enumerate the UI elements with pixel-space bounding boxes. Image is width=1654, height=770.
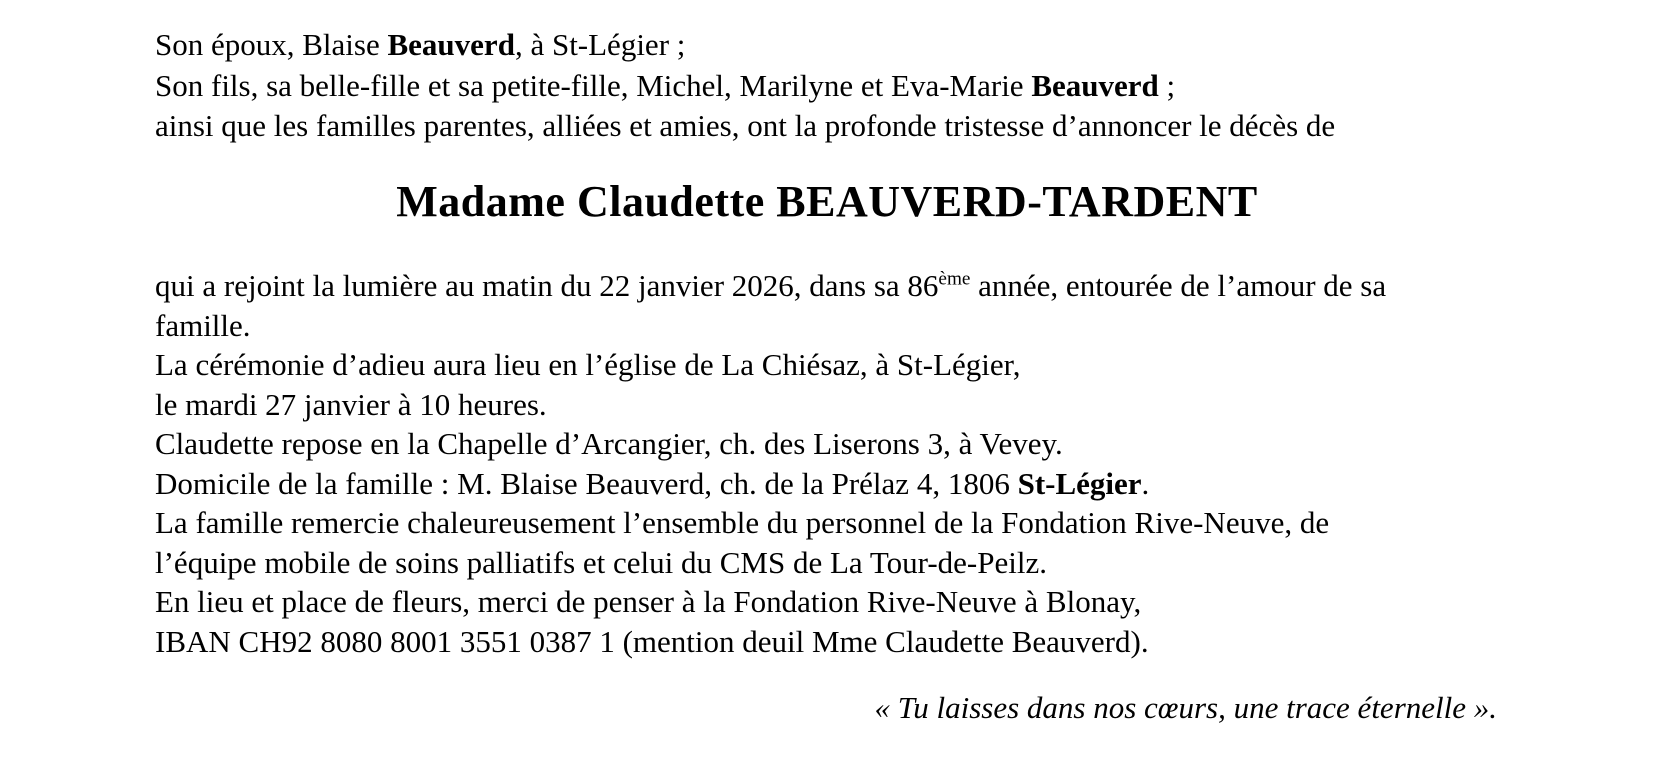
memorial-quote: « Tu laisses dans nos cœurs, une trace éternelle ».	[874, 690, 1497, 725]
family-name-bold: Beauverd	[1031, 67, 1159, 103]
body-line1-post: année, entourée de l’amour de sa	[970, 268, 1387, 303]
body-line6-pre: Domicile de la famille : M. Blaise Beauverd, ch. de la Prélaz 4, 1806	[155, 465, 1018, 501]
deceased-name-title: Madame Claudette BEAUVERD-TARDENT	[396, 177, 1258, 226]
family-intro-paragraph	[155, 25, 1335, 147]
body-line-thanks-2: l’équipe mobile de soins palliatifs et celui du CMS de La Tour-de-Peilz.	[155, 544, 1047, 580]
body-line-thanks-1: La famille remercie chaleureusement l’ensemble du personnel de la Fondation Rive-Neuve, de	[155, 505, 1330, 540]
city-name-bold: St-Légier	[1017, 465, 1142, 501]
ordinal-superscript: ème	[938, 268, 971, 290]
intro-line1-post: , à St-Légier ;	[514, 27, 686, 62]
intro-line1-pre: Son époux, Blaise	[155, 27, 388, 62]
body-line-passing	[155, 266, 1386, 306]
intro-line-announcement: ainsi que les familles parentes, alliées et amies, ont la profonde tristesse d’annoncer le décès de	[155, 108, 1336, 143]
intro-line2-pre: Son fils, sa belle-fille et sa petite-fille, Michel, Marilyne et Eva-Marie	[155, 67, 1032, 103]
body-line-resting-place: Claudette repose en la Chapelle d’Arcangier, ch. des Liserons 3, à Vevey.	[155, 426, 1063, 461]
body-line1-pre: qui a rejoint la lumière au matin du 22 janvier 2026, dans sa 86	[155, 268, 939, 303]
intro-line-children	[155, 66, 1335, 107]
announcement-body	[155, 266, 1386, 661]
body-line-family: famille.	[155, 307, 251, 343]
body-line-ceremony-place: La cérémonie d’adieu aura lieu en l’église de La Chiésaz, à St-Légier,	[155, 347, 1021, 382]
family-name-bold: Beauverd	[387, 27, 515, 62]
body-line-donation: En lieu et place de fleurs, merci de penser à la Fondation Rive-Neuve à Blonay,	[155, 584, 1142, 619]
intro-line2-post: ;	[1158, 67, 1176, 103]
body-line6-post: .	[1141, 465, 1150, 501]
body-line-ceremony-date: le mardi 27 janvier à 10 heures.	[155, 386, 547, 422]
body-line-family-address	[155, 464, 1386, 504]
intro-line-spouse	[155, 25, 1335, 66]
body-line-iban: IBAN CH92 8080 8001 3551 0387 1 (mention deuil Mme Claudette Beauverd).	[155, 623, 1149, 659]
announcement-sheet	[155, 0, 1499, 770]
